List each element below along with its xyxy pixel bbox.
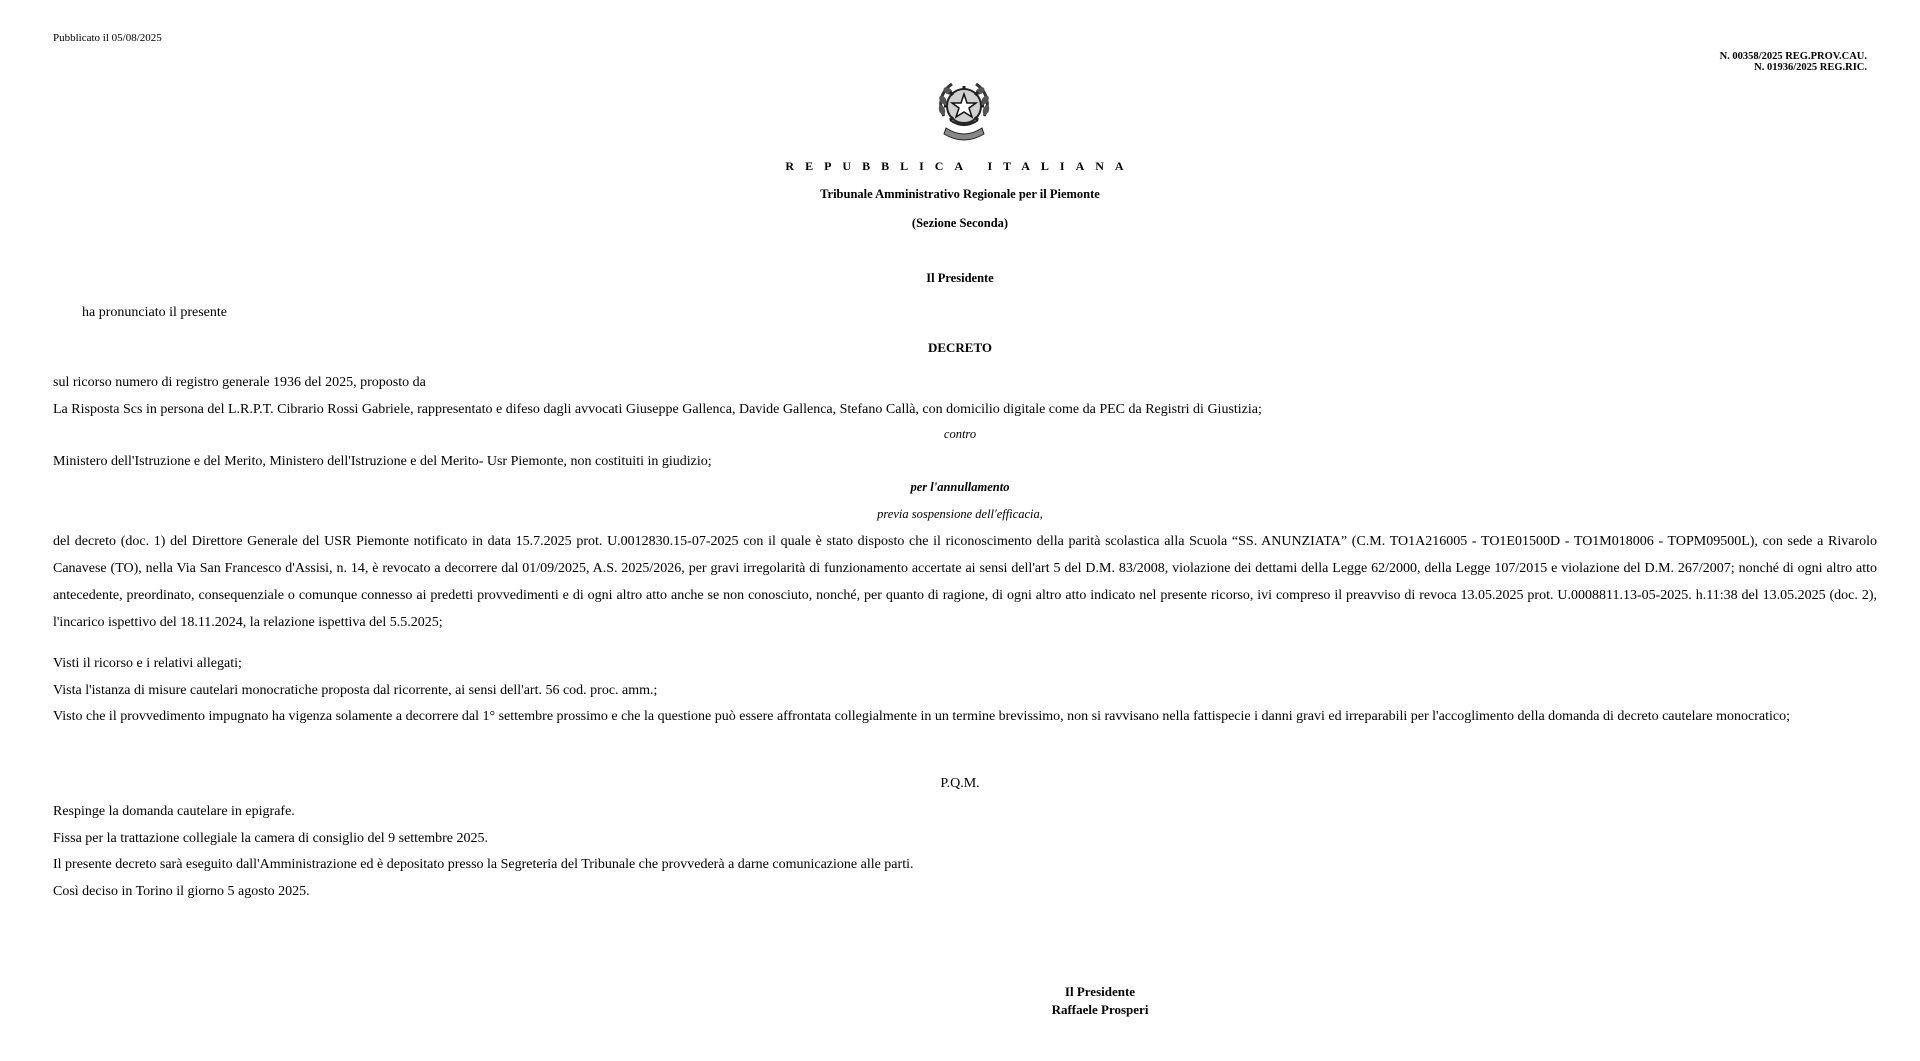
dispositivo-line-3: Il presente decreto sarà eseguito dall'Amministrazione ed è depositato presso la Segreteria del Tribunale che provvederà a darne comunicazione alle parti. <box>53 857 914 872</box>
italian-republic-emblem-icon <box>932 76 996 150</box>
signature-block <box>1000 983 1200 1019</box>
republic-heading: REPUBBLICA ITALIANA <box>785 159 1135 173</box>
reg-ric-number: N. 01936/2025 REG.RIC. <box>1754 62 1867 73</box>
dispositivo-line-4: Così deciso in Torino il giorno 5 agosto 2025. <box>53 884 310 899</box>
president-heading: Il Presidente <box>926 271 994 285</box>
decree-heading: DECRETO <box>927 340 993 355</box>
court-name: Tribunale Amministrativo Regionale per il Piemonte <box>820 187 1100 201</box>
court-section: (Sezione Seconda) <box>911 216 1009 230</box>
contro-label: contro <box>943 427 977 441</box>
annulment-label: per l'annullamento <box>910 480 1010 494</box>
dispositivo-line-1: Respinge la domanda cautelare in epigrafe. <box>53 804 295 819</box>
visti-line-2: Vista l'istanza di misure cautelari monocratiche proposta dal ricorrente, ai sensi dell'art. 56 cod. proc. amm.; <box>53 683 658 698</box>
signature-name: Raffaele Prosperi <box>1051 1002 1149 1017</box>
registry-numbers <box>1720 51 1867 73</box>
ricorso-line: sul ricorso numero di registro generale 1936 del 2025, proposto da <box>53 375 426 390</box>
dispositivo-line-2: Fissa per la trattazione collegiale la camera di consiglio del 9 settembre 2025. <box>53 831 489 846</box>
resistenti-paragraph: Ministero dell'Istruzione e del Merito, Ministero dell'Istruzione e del Merito- Usr Piemonte, non costituiti in giudizio; <box>53 454 712 469</box>
pqm-heading: P.Q.M. <box>940 776 980 791</box>
ricorrente-paragraph: La Risposta Scs in persona del L.R.P.T. Cibrario Rossi Gabriele, rappresentato e difeso dagli avvocati Giuseppe Gallenca, Davide Gallenca, Stefano Callà, con domicilio digitale come da PEC da Registri di Giustizia; <box>53 402 1262 417</box>
visti-paragraph-3: Visto che il provvedimento impugnato ha vigenza solamente a decorrere dal 1° settembre prossimo e che la questione può essere affrontata collegialmente in un termine brevissimo, non si ravvisano nella fattispecie i danni gravi ed irreparabili per l'accoglimento della domanda di decreto cautelare monocratico; <box>53 709 1790 724</box>
visti-line-1: Visti il ricorso e i relativi allegati; <box>53 656 242 671</box>
object-paragraph: del decreto (doc. 1) del Direttore Generale del USR Piemonte notificato in data 15.7.2025 prot. U.0012830.15-07-2025 con il quale è stato disposto che il riconoscimento della parità scolastica alla Scuola “SS. ANUNZIATA” (C.M. TO1A216005 - TO1E01500D - TO1M018006 - TOPM09500L), con sede a Rivarolo Canavese (TO), nella Via San Francesco d'Assisi, n. 14, è revocato a decorrere dal 01/09/2025, A.S. 2025/2026, per gravi irregolarità di funzionamento accertate ai sensi dell'art 5 del D.M. 83/2008, violazione dei dettami della Legge 62/2000, della Legge 107/2015 e violazione del D.M. 267/2007; nonché di ogni altro atto antecedente, preordinato, consequenziale o comunque connesso ai predetti provvedimenti e di ogni altro atto anche se non conosciuto, nonché, per quanto di ragione, di ogni altro atto indicato nel presente ricorso, ivi compreso il preavviso di revoca 13.05.2025 prot. U.0008811.13-05-2025. h.11:38 del 13.05.2025 (doc. 2), l'incarico ispettivo del 18.11.2024, la relazione ispettiva del 5.5.2025; <box>53 534 1877 630</box>
signature-role: Il Presidente <box>1064 984 1136 999</box>
suspension-label: previa sospensione dell'efficacia, <box>877 507 1043 521</box>
reg-prov-number: N. 00358/2025 REG.PROV.CAU. <box>1719 51 1867 62</box>
publication-date: Pubblicato il 05/08/2025 <box>53 32 162 44</box>
intro-text: ha pronunciato il presente <box>82 305 228 320</box>
